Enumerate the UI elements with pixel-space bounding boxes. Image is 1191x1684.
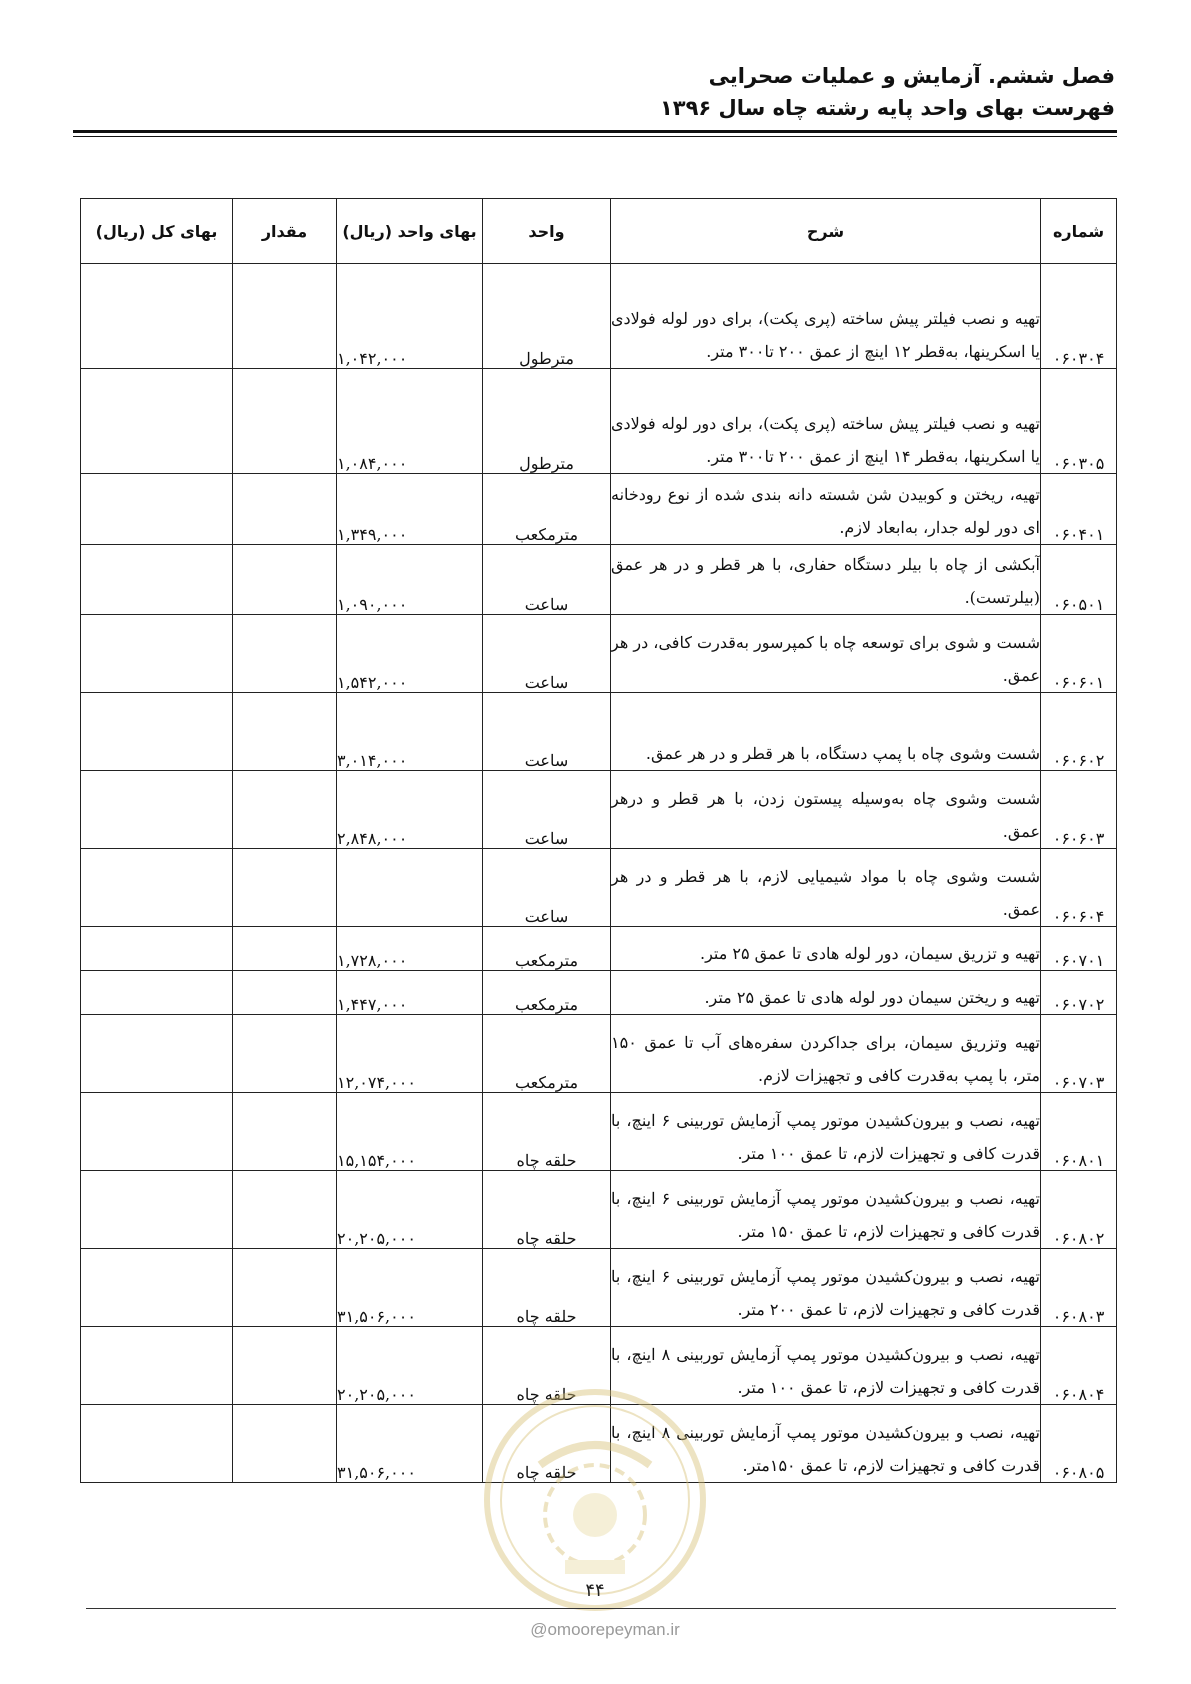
item-number: ۰۶۰۸۰۱ — [1041, 1093, 1117, 1171]
item-unit: مترطول — [483, 369, 611, 474]
item-description: تهیه، نصب و بیرون‌کشیدن موتور پمپ آزمایش توربینی ۸ اینچ، با قدرت کافی و تجهیزات لازم، تا عمق ۱۰۰ متر. — [611, 1327, 1041, 1405]
item-unit-price: ۲,۸۴۸,۰۰۰ — [337, 771, 483, 849]
item-quantity — [233, 369, 337, 474]
item-unit: حلقه چاه — [483, 1405, 611, 1483]
item-quantity — [233, 927, 337, 971]
table-row — [81, 849, 1117, 927]
table-row — [81, 927, 1117, 971]
table-row — [81, 615, 1117, 693]
item-total-price — [81, 369, 233, 474]
item-unit: ساعت — [483, 615, 611, 693]
item-number: ۰۶۰۶۰۲ — [1041, 693, 1117, 771]
item-total-price — [81, 264, 233, 369]
header-unit: واحد — [483, 199, 611, 264]
item-unit: مترمکعب — [483, 971, 611, 1015]
item-total-price — [81, 1015, 233, 1093]
item-total-price — [81, 1327, 233, 1405]
table-row — [81, 1015, 1117, 1093]
table-row — [81, 1249, 1117, 1327]
table-row — [81, 264, 1117, 369]
item-quantity — [233, 1327, 337, 1405]
table-row — [81, 771, 1117, 849]
item-unit-price: ۱,۰۹۰,۰۰۰ — [337, 545, 483, 615]
header-number: شماره — [1041, 199, 1117, 264]
item-number: ۰۶۰۸۰۳ — [1041, 1249, 1117, 1327]
item-quantity — [233, 1405, 337, 1483]
item-quantity — [233, 1171, 337, 1249]
item-description: تهیه و نصب فیلتر پیش ساخته (پری پکت)، برای دور لوله فولادی یا اسکرینها، به‌قطر ۱۲ اینچ از عمق ۲۰۰ تا۳۰۰ متر. — [611, 264, 1041, 369]
item-total-price — [81, 1249, 233, 1327]
table-row — [81, 545, 1117, 615]
item-unit: حلقه چاه — [483, 1327, 611, 1405]
header-total-price: بهای کل (ریال) — [81, 199, 233, 264]
table-row — [81, 693, 1117, 771]
item-total-price — [81, 545, 233, 615]
item-number: ۰۶۰۷۰۲ — [1041, 971, 1117, 1015]
item-quantity — [233, 545, 337, 615]
item-description: تهیه و ریختن سیمان دور لوله هادی تا عمق ۲۵ متر. — [611, 971, 1041, 1015]
page-header — [75, 60, 1115, 124]
table-row — [81, 474, 1117, 545]
table-row — [81, 971, 1117, 1015]
item-quantity — [233, 771, 337, 849]
document-subtitle: فهرست بهای واحد پایه رشته چاه سال ۱۳۹۶ — [659, 96, 1115, 120]
table-row — [81, 1327, 1117, 1405]
item-unit: حلقه چاه — [483, 1093, 611, 1171]
item-total-price — [81, 693, 233, 771]
item-unit-price: ۱,۳۴۹,۰۰۰ — [337, 474, 483, 545]
item-unit-price: ۱,۷۲۸,۰۰۰ — [337, 927, 483, 971]
item-description: شست وشوی چاه با مواد شیمیایی لازم، با هر قطر و در هر عمق. — [611, 849, 1041, 927]
item-description: تهیه، نصب و بیرون‌کشیدن موتور پمپ آزمایش توربینی ۶ اینچ، با قدرت کافی و تجهیزات لازم، تا عمق ۲۰۰ متر. — [611, 1249, 1041, 1327]
item-unit: ساعت — [483, 849, 611, 927]
item-description: شست وشوی چاه با پمپ دستگاه، با هر قطر و در هر عمق. — [611, 693, 1041, 771]
item-unit-price: ۳۱,۵۰۶,۰۰۰ — [337, 1405, 483, 1483]
page-number: ۴۴ — [585, 1580, 605, 1601]
header-description: شرح — [611, 199, 1041, 264]
item-unit: مترمکعب — [483, 927, 611, 971]
item-unit: ساعت — [483, 545, 611, 615]
item-unit-price: ۳۱,۵۰۶,۰۰۰ — [337, 1249, 483, 1327]
table-row — [81, 369, 1117, 474]
item-quantity — [233, 264, 337, 369]
item-number: ۰۶۰۸۰۵ — [1041, 1405, 1117, 1483]
item-number: ۰۶۰۸۰۲ — [1041, 1171, 1117, 1249]
item-total-price — [81, 771, 233, 849]
item-description: تهیه و تزریق سیمان، دور لوله هادی تا عمق ۲۵ متر. — [611, 927, 1041, 971]
item-unit-price: ۱۵,۱۵۴,۰۰۰ — [337, 1093, 483, 1171]
item-quantity — [233, 849, 337, 927]
item-unit-price: ۳,۰۱۴,۰۰۰ — [337, 693, 483, 771]
item-total-price — [81, 927, 233, 971]
item-total-price — [81, 474, 233, 545]
header-unit-price: بهای واحد (ریال) — [337, 199, 483, 264]
item-description: شست و شوی برای توسعه چاه با کمپرسور به‌قدرت کافی، در هر عمق. — [611, 615, 1041, 693]
item-unit: ساعت — [483, 771, 611, 849]
item-description: تهیه، نصب و بیرون‌کشیدن موتور پمپ آزمایش توربینی ۸ اینچ، با قدرت کافی و تجهیزات لازم، تا عمق ۱۵۰متر. — [611, 1405, 1041, 1483]
item-unit-price — [337, 849, 483, 927]
item-unit: حلقه چاه — [483, 1249, 611, 1327]
item-description: تهیه وتزریق سیمان، برای جداکردن سفره‌های آب تا عمق ۱۵۰ متر، با پمپ به‌قدرت کافی و تجهیزات لازم. — [611, 1015, 1041, 1093]
header-rule-thick — [73, 130, 1117, 133]
item-number: ۰۶۰۷۰۳ — [1041, 1015, 1117, 1093]
item-unit: حلقه چاه — [483, 1171, 611, 1249]
item-quantity — [233, 1093, 337, 1171]
item-number: ۰۶۰۵۰۱ — [1041, 545, 1117, 615]
item-number: ۰۶۰۶۰۳ — [1041, 771, 1117, 849]
header-quantity: مقدار — [233, 199, 337, 264]
item-number: ۰۶۰۷۰۱ — [1041, 927, 1117, 971]
watermark-text: @omoorepeyman.ir — [530, 1620, 680, 1639]
price-list-table — [80, 198, 1117, 1483]
item-unit-price: ۲۰,۲۰۵,۰۰۰ — [337, 1327, 483, 1405]
item-number: ۰۶۰۶۰۴ — [1041, 849, 1117, 927]
item-description: تهیه، نصب و بیرون‌کشیدن موتور پمپ آزمایش توربینی ۶ اینچ، با قدرت کافی و تجهیزات لازم، تا عمق ۱۰۰ متر. — [611, 1093, 1041, 1171]
item-number: ۰۶۰۶۰۱ — [1041, 615, 1117, 693]
item-unit: مترطول — [483, 264, 611, 369]
item-unit: مترمکعب — [483, 1015, 611, 1093]
table-header-row — [81, 199, 1117, 264]
item-unit-price: ۱,۰۸۴,۰۰۰ — [337, 369, 483, 474]
item-total-price — [81, 615, 233, 693]
item-unit-price: ۱۲,۰۷۴,۰۰۰ — [337, 1015, 483, 1093]
item-number: ۰۶۰۸۰۴ — [1041, 1327, 1117, 1405]
item-quantity — [233, 971, 337, 1015]
item-unit-price: ۲۰,۲۰۵,۰۰۰ — [337, 1171, 483, 1249]
item-unit: مترمکعب — [483, 474, 611, 545]
item-unit-price: ۱,۴۴۷,۰۰۰ — [337, 971, 483, 1015]
item-total-price — [81, 1171, 233, 1249]
item-number: ۰۶۰۳۰۵ — [1041, 369, 1117, 474]
item-quantity — [233, 1249, 337, 1327]
item-unit-price: ۱,۵۴۲,۰۰۰ — [337, 615, 483, 693]
table-row — [81, 1093, 1117, 1171]
item-total-price — [81, 849, 233, 927]
table-row — [81, 1405, 1117, 1483]
item-quantity — [233, 693, 337, 771]
item-total-price — [81, 971, 233, 1015]
table-row — [81, 1171, 1117, 1249]
item-number: ۰۶۰۴۰۱ — [1041, 474, 1117, 545]
item-description: شست وشوی چاه به‌وسیله پیستون زدن، با هر قطر و درهر عمق. — [611, 771, 1041, 849]
footer-rule — [86, 1608, 1116, 1609]
item-unit-price: ۱,۰۴۲,۰۰۰ — [337, 264, 483, 369]
item-unit: ساعت — [483, 693, 611, 771]
item-description: تهیه و نصب فیلتر پیش ساخته (پری پکت)، برای دور لوله فولادی یا اسکرینها، به‌قطر ۱۴ اینچ از عمق ۲۰۰ تا۳۰۰ متر. — [611, 369, 1041, 474]
item-quantity — [233, 615, 337, 693]
header-rule-thin — [73, 136, 1117, 137]
chapter-title: فصل ششم. آزمایش و عملیات صحرایی — [708, 64, 1115, 88]
item-total-price — [81, 1093, 233, 1171]
item-quantity — [233, 1015, 337, 1093]
item-description: تهیه، نصب و بیرون‌کشیدن موتور پمپ آزمایش توربینی ۶ اینچ، با قدرت کافی و تجهیزات لازم، تا عمق ۱۵۰ متر. — [611, 1171, 1041, 1249]
item-quantity — [233, 474, 337, 545]
item-total-price — [81, 1405, 233, 1483]
item-number: ۰۶۰۳۰۴ — [1041, 264, 1117, 369]
item-description: تهیه، ریختن و کوبیدن شن شسته دانه بندی شده از نوع رودخانه ای دور لوله جدار، به‌ابعاد لازم. — [611, 474, 1041, 545]
item-description: آبکشی از چاه با بیلر دستگاه حفاری، با هر قطر و در هر عمق (بیلرتست). — [611, 545, 1041, 615]
